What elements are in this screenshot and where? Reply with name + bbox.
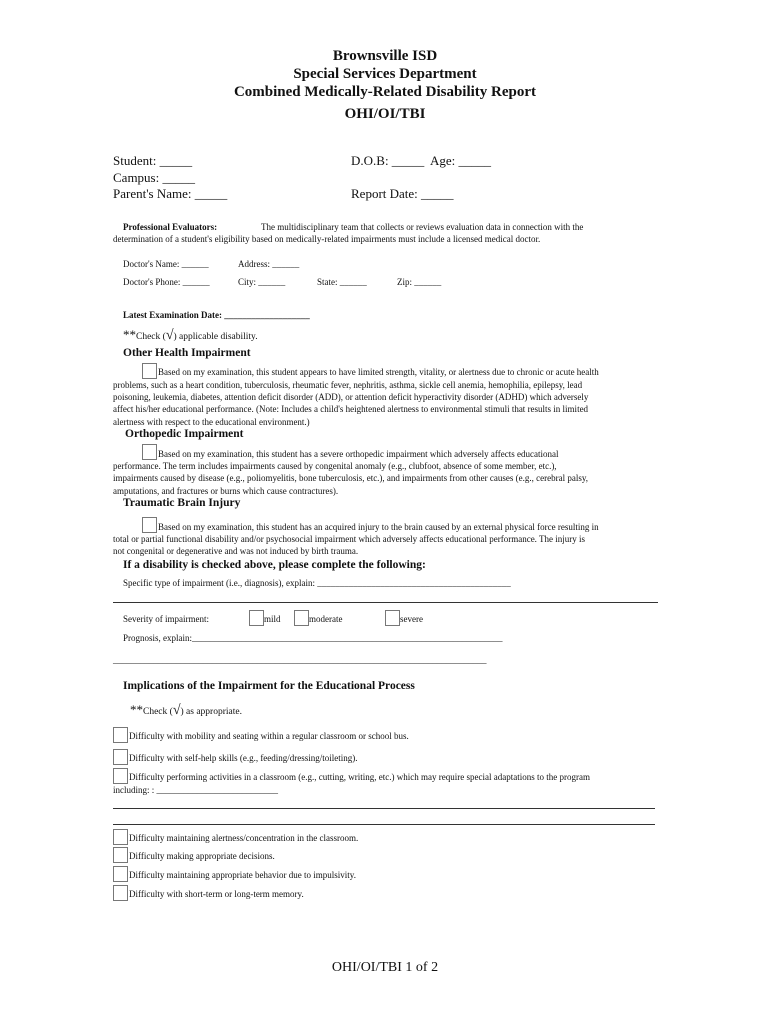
mobility-checkbox[interactable]	[113, 727, 128, 743]
oi-text-line1: Based on my examination, this student has a severe orthopedic impairment which adversely affects educational	[158, 449, 559, 459]
prompt-after: ) applicable disability.	[173, 332, 258, 342]
prognosis-underline[interactable]: ___________________________________________________________________________________	[113, 655, 487, 665]
mobility-label: Difficulty with mobility and seating within a regular classroom or school bus.	[129, 731, 409, 741]
state-field[interactable]: State: ______	[317, 277, 367, 287]
behavior-checkbox[interactable]	[113, 866, 128, 882]
specific-impairment-field[interactable]: Specific type of impairment (i.e., diagnosis), explain: ___________________________________________	[123, 578, 511, 588]
adaptations-underline-1	[113, 808, 655, 809]
followup-heading: If a disability is checked above, please complete the following:	[123, 559, 426, 571]
tbi-checkbox[interactable]	[142, 517, 157, 533]
prompt-before: Check (	[143, 707, 173, 717]
check-mark-icon: √	[172, 703, 181, 718]
parent-name-field[interactable]: Parent's Name: _____	[113, 186, 228, 201]
check-mark-icon: √	[165, 328, 174, 343]
doctor-name-field[interactable]: Doctor's Name: ______	[123, 259, 209, 269]
prompt-before: Check (	[136, 332, 166, 342]
implications-heading: Implications of the Impairment for the Educational Process	[123, 680, 415, 692]
ohi-text-line1: Based on my examination, this student appears to have limited strength, vitality, or alertness due to chronic or acute health	[158, 367, 599, 377]
doctor-phone-field[interactable]: Doctor's Phone: ______	[123, 277, 210, 287]
zip-field[interactable]: Zip: ______	[397, 277, 442, 287]
tbi-text-line3: not congenital or degenerative and was not induced by birth trauma.	[113, 546, 359, 556]
evaluators-text-line1: The multidisciplinary team that collects or reviews evaluation data in connection with the	[261, 222, 584, 232]
prompt-stars: **	[123, 327, 136, 342]
tbi-text-line2: total or partial functional disability and/or psychosocial impairment which adversely affects educational performance. The injury is	[113, 534, 586, 544]
prognosis-field[interactable]: Prognosis, explain:_____________________________________________________________________	[123, 633, 503, 643]
severe-checkbox[interactable]	[385, 610, 400, 626]
ohi-text-line2: problems, such as a heart condition, tuberculosis, rheumatic fever, nephritis, asthma, sickle cell anemia, hemophilia, epilepsy, lead	[113, 380, 583, 390]
decisions-checkbox[interactable]	[113, 847, 128, 863]
ohi-text-line3: poisoning, leukemia, diabetes, attention deficit disorder (ADD), or attention deficit hyperactivity disorder (ADHD) which adversely	[113, 392, 589, 402]
oi-checkbox[interactable]	[142, 444, 157, 460]
mild-label: mild	[264, 614, 281, 624]
city-field[interactable]: City: ______	[238, 277, 286, 287]
header-line-report-title: Combined Medically-Related Disability Report	[233, 84, 537, 100]
oi-text-line2: performance. The term includes impairments caused by congenital anomaly (e.g., clubfoot, absence of some member, etc.),	[113, 461, 557, 471]
ohi-text-line5: alertness with respect to the educational environment.)	[113, 417, 310, 427]
student-field[interactable]: Student: _____	[113, 153, 193, 168]
severity-label: Severity of impairment:	[123, 614, 209, 624]
severe-label: severe	[400, 614, 423, 624]
ohi-text-line4: affect his/her educational performance. (Note: Includes a child's heightened alertness to environmental stimuli that results in limited	[113, 404, 589, 414]
adaptations-underline-2	[113, 824, 655, 825]
oi-heading: Orthopedic Impairment	[125, 428, 244, 440]
prompt-stars: **	[130, 702, 143, 717]
specific-impairment-underline	[113, 602, 658, 603]
oi-text-line4: amputations, and fractures or burns which cause contractures).	[113, 486, 339, 496]
ohi-heading: Other Health Impairment	[123, 347, 251, 359]
prompt-after: ) as appropriate.	[180, 707, 242, 717]
latest-exam-date-field[interactable]: Latest Examination Date: ___________________	[123, 310, 310, 320]
tbi-heading: Traumatic Brain Injury	[123, 497, 241, 509]
header-line-form-code: OHI/OI/TBI	[344, 106, 426, 122]
memory-label: Difficulty with short-term or long-term memory.	[129, 889, 304, 899]
age-field[interactable]: Age: _____	[430, 153, 492, 168]
check-appropriate-prompt	[130, 702, 242, 719]
decisions-label: Difficulty making appropriate decisions.	[129, 851, 275, 861]
dob-field[interactable]: D.O.B: _____	[351, 153, 425, 168]
classroom-activities-label: Difficulty performing activities in a classroom (e.g., cutting, writing, etc.) which may require special adaptations to the program	[129, 772, 590, 782]
alertness-checkbox[interactable]	[113, 829, 128, 845]
mild-checkbox[interactable]	[249, 610, 264, 626]
memory-checkbox[interactable]	[113, 885, 128, 901]
adaptations-field[interactable]: including: : ___________________________	[113, 785, 278, 795]
self-help-label: Difficulty with self-help skills (e.g., feeding/dressing/toileting).	[129, 753, 358, 763]
campus-field[interactable]: Campus: _____	[113, 170, 195, 185]
moderate-checkbox[interactable]	[294, 610, 309, 626]
moderate-label: moderate	[309, 614, 343, 624]
evaluators-label: Professional Evaluators:	[123, 222, 218, 232]
self-help-checkbox[interactable]	[113, 749, 128, 765]
behavior-label: Difficulty maintaining appropriate behavior due to impulsivity.	[129, 870, 356, 880]
header-line-department: Special Services Department	[293, 66, 477, 82]
classroom-activities-checkbox[interactable]	[113, 768, 128, 784]
ohi-checkbox[interactable]	[142, 363, 157, 379]
report-date-field[interactable]: Report Date: _____	[351, 186, 454, 201]
alertness-label: Difficulty maintaining alertness/concentration in the classroom.	[129, 833, 359, 843]
check-applicable-prompt	[123, 327, 258, 344]
address-field[interactable]: Address: ______	[238, 259, 300, 269]
page-number: OHI/OI/TBI 1 of 2	[331, 960, 439, 975]
header-line-district: Brownsville ISD	[332, 48, 438, 64]
tbi-text-line1: Based on my examination, this student has an acquired injury to the brain caused by an external physical force resulting in	[158, 522, 599, 532]
evaluators-text-line2: determination of a student's eligibility based on medically-related impairments must include a licensed medical doctor.	[113, 234, 541, 244]
oi-text-line3: impairments caused by disease (e.g., poliomyelitis, bone tuberculosis, etc.), and impairments from other causes (e.g., cerebral palsy,	[113, 473, 589, 483]
